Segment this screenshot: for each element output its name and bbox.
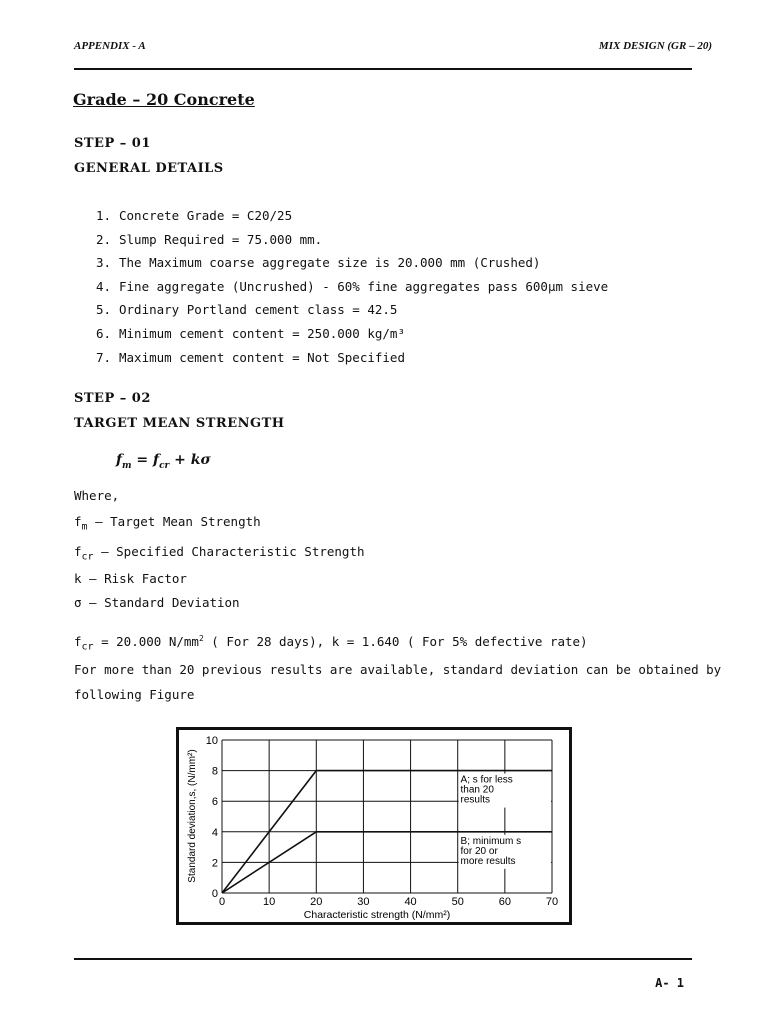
definition-fcr: $f_{cr}$ – Specified Characteristic Strength	[74, 544, 365, 563]
x-tick-label: 40	[404, 896, 417, 908]
std-deviation-chart	[179, 730, 569, 922]
target-strength-formula: $f_m = f_{cr} + k\sigma$	[116, 452, 211, 471]
annotation-text: B; minimum s	[460, 835, 522, 847]
annotation-text: more results	[460, 855, 516, 867]
footer-rule	[74, 958, 692, 960]
x-tick-label: 10	[263, 896, 276, 908]
definition-fm: $f_m$ – Target Mean Strength	[74, 514, 261, 533]
x-tick-label: 0	[218, 896, 226, 908]
y-tick-label: 6	[211, 796, 218, 809]
annotation-text: for 20 or	[460, 845, 498, 857]
list-item: 4. Fine aggregate (Uncrushed) - 60% fine aggregates pass 600µm sieve	[96, 278, 609, 294]
list-item: 1. Concrete Grade = C20/25	[96, 208, 293, 223]
step2-label: STEP – 02	[74, 391, 151, 406]
definition-k: k – Risk Factor	[74, 571, 187, 586]
list-item: 5. Ordinary Portland cement class = 42.5	[96, 302, 398, 318]
header-left: APPENDIX - A	[74, 40, 146, 52]
x-tick-label: 60	[498, 896, 511, 908]
annotation-text: than 20	[460, 784, 494, 796]
x-tick-label: 30	[357, 896, 370, 908]
page-number: A- 1	[655, 976, 684, 990]
paragraph-line-2: following Figure	[74, 687, 195, 702]
annotation-text: results	[460, 794, 490, 806]
header-rule	[74, 68, 692, 70]
y-tick-label: 10	[205, 735, 218, 747]
y-tick-label: 0	[211, 888, 218, 900]
step1-label: STEP – 01	[74, 136, 151, 151]
step1-heading: GENERAL DETAILS	[74, 161, 224, 176]
std-deviation-figure	[176, 727, 572, 925]
where-label: Where,	[74, 488, 120, 503]
list-item: 6. Minimum cement content = 250.000 kg/m³	[96, 325, 405, 341]
x-axis-label: Characteristic strength (N/mm²)	[303, 909, 451, 921]
annotation-text: A; s for less	[460, 774, 513, 786]
x-tick-label: 70	[545, 896, 559, 908]
y-tick-label: 2	[211, 857, 218, 870]
list-item: 7. Maximum cement content = Not Specified	[96, 349, 405, 365]
list-item: 2. Slump Required = 75.000 mm.	[96, 231, 323, 247]
list-item: 3. The Maximum coarse aggregate size is 20.000 mm (Crushed)	[96, 255, 541, 271]
general-details-list	[96, 207, 608, 372]
given-values: $f_{cr} = 20.000$ $N/mm^2$ ( For 28 days), k = 1.640 ( For 5% defective rate)	[74, 634, 588, 653]
x-tick-label: 50	[451, 896, 464, 908]
y-tick-label: 8	[211, 765, 218, 778]
paragraph-line-1: For more than 20 previous results are available, standard deviation can be obtained by	[74, 662, 722, 677]
y-axis-label: Standard deviation,s, (N/mm²)	[187, 749, 198, 883]
y-tick-label: 4	[211, 826, 218, 839]
x-tick-label: 20	[310, 896, 323, 908]
header-right: MIX DESIGN (GR – 20)	[598, 40, 712, 52]
step2-heading: TARGET MEAN STRENGTH	[74, 416, 285, 431]
page-title: Grade – 20 Concrete	[73, 90, 255, 109]
definition-sigma: σ – Standard Deviation	[74, 595, 240, 610]
chart-grid	[222, 740, 552, 893]
